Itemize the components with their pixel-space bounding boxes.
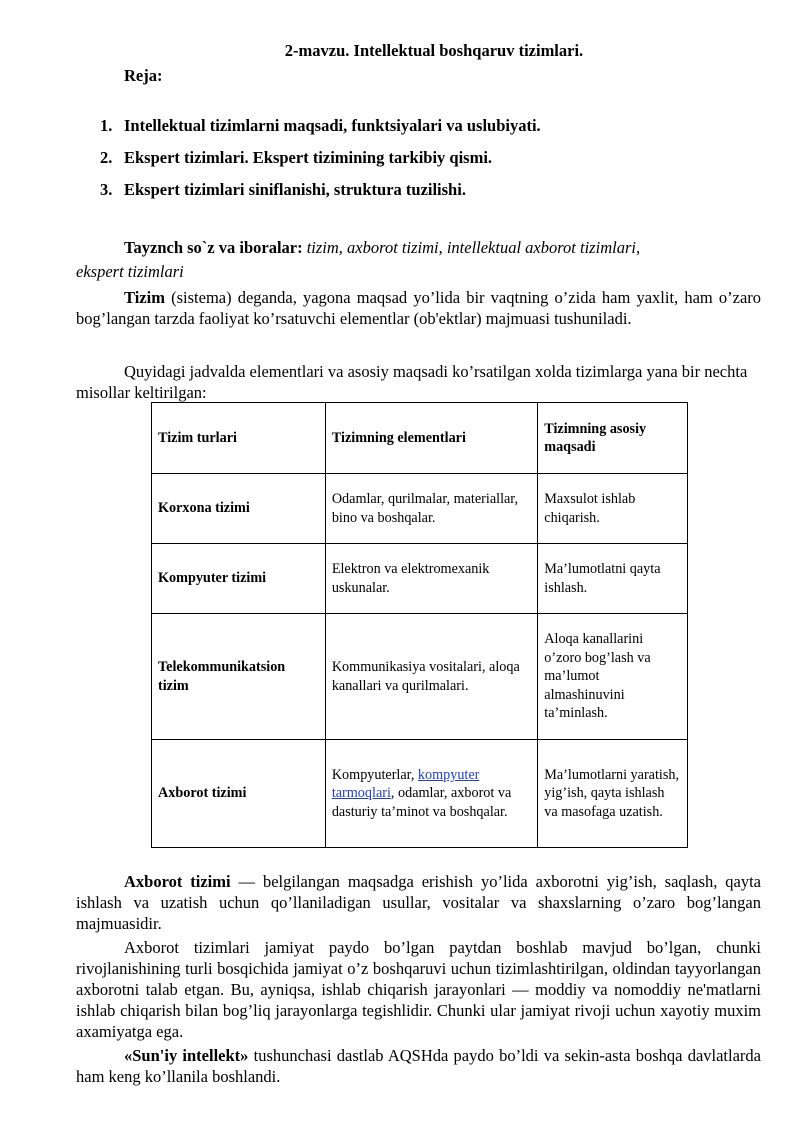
paragraph-axborot-tizimi [76, 871, 761, 934]
cell-elements: Odamlar, qurilmalar, materiallar, bino va boshqalar. [325, 474, 537, 544]
cell-elements [325, 740, 537, 848]
elements-text: Kompyuterlar, [331, 766, 415, 783]
cell-goal: Ma’lumotlatni qayta ishlash. [538, 544, 688, 614]
plan-item [100, 115, 541, 136]
systems-table [151, 402, 688, 848]
keywords-line [124, 237, 640, 258]
term-axborot-tizimi: Axborot tizimi [124, 872, 231, 891]
elements-text: , odamlar, axborot va dasturiy ta’minot va boshqalar. [331, 785, 512, 820]
reja-label: Reja: [124, 66, 163, 85]
keywords-list: tizim, axborot tizimi, intellektual axborot tizimlari, [306, 238, 641, 257]
table-header-cell: Tizimning elementlari [325, 403, 537, 474]
term-suniy-intellekt: «Sun'iy intellekt» [124, 1046, 249, 1065]
paragraph-suniy-intellekt [76, 1045, 761, 1087]
keywords-list-continued: ekspert tizimlari [76, 262, 184, 281]
page-title: 2-mavzu. Intellektual boshqaruv tizimlari. [284, 41, 584, 60]
table-header-cell: Tizim turlari [152, 403, 326, 474]
plan-number: 1. [100, 116, 113, 135]
table-header-row [152, 403, 688, 474]
plan-text: Ekspert tizimlari. Ekspert tizimining tarkibiy qismi. [124, 148, 493, 167]
table-row [152, 474, 688, 544]
cell-goal: Aloqa kanallarini o’zoro bog’lash va ma’lumot almashinuvini ta’minlash. [538, 614, 688, 740]
plan-text: Intellektual tizimlarni maqsadi, funktsiyalari va uslubiyati. [124, 116, 541, 135]
term-tizim: Tizim [124, 288, 165, 307]
cell-goal: Ma’lumotlarni yaratish, yig’ish, qayta ishlash va masofaga uzatish. [538, 740, 688, 848]
cell-type: Axborot tizimi [152, 740, 326, 848]
paragraph-tizim [76, 287, 761, 329]
cell-elements: Kommunikasiya vositalari, aloqa kanallari va qurilmalari. [325, 614, 537, 740]
plan-item [100, 179, 466, 200]
paragraph-quyidagi: Quyidagi jadvalda elementlari va asosiy maqsadi ko’rsatilgan xolda tizimlarga yana bir nechta misollar keltirilgan: [76, 362, 748, 402]
cell-goal: Maxsulot ishlab chiqarish. [538, 474, 688, 544]
table-header-cell: Tizimning asosiy maqsadi [538, 403, 688, 474]
table-row [152, 544, 688, 614]
cell-type: Kompyuter tizimi [152, 544, 326, 614]
paragraph-text: — belgilangan maqsadga erishish yo’lida axborotni yig’ish, saqlash, qayta ishlash va uzatish uchun qo’llaniladigan usullar, vositalar va shaxslarning o’zaro bog’langan majmuasidir. [76, 872, 762, 933]
plan-number: 2. [100, 148, 113, 167]
cell-type: Telekommunikatsion tizim [152, 614, 326, 740]
cell-elements: Elektron va elektromexanik uskunalar. [325, 544, 537, 614]
plan-item [100, 147, 493, 168]
paragraph-text: (sistema) deganda, yagona maqsad yo’lida bir vaqtning o’zida ham yaxlit, ham o’zaro bog’langan tarzda faoliyat ko’rsatuvchi elementlar (ob'ektlar) majmuasi tushuniladi. [76, 288, 762, 328]
cell-type: Korxona tizimi [152, 474, 326, 544]
plan-number: 3. [100, 180, 113, 199]
link-kompyuter-tarmoqlari[interactable]: kompyuter tarmoqlari [331, 766, 480, 802]
keywords-label: Tayznch so`z va iboralar: [124, 238, 303, 257]
paragraph-text: tushunchasi dastlab AQSHda paydo bo’ldi va sekin-asta boshqa davlatlarda ham keng ko’llanila boshlandi. [76, 1046, 761, 1086]
table-row [152, 614, 688, 740]
plan-text: Ekspert tizimlari siniflanishi, struktura tuzilishi. [124, 180, 466, 199]
table-row [152, 740, 688, 848]
paragraph-jamiyat: Axborot tizimlari jamiyat paydo bo’lgan paytdan boshlab mavjud bo’lgan, chunki rivojlanishining turli bosqichida jamiyat o’z boshqaruvi uchun tizimlashtirilgan, oldindan tayyorlangan axborotni talab etgan. Bu, ayniqsa, ishlab chiqarish jarayonlari — moddiy va nomoddiy ne'matlarni ishlab chiqarish bilan bog’liq jarayonlarga tegishlidir. Chunki ular jamiyat rivoji uchun xayotiy muxim axamiyatga ega. [76, 938, 761, 1041]
